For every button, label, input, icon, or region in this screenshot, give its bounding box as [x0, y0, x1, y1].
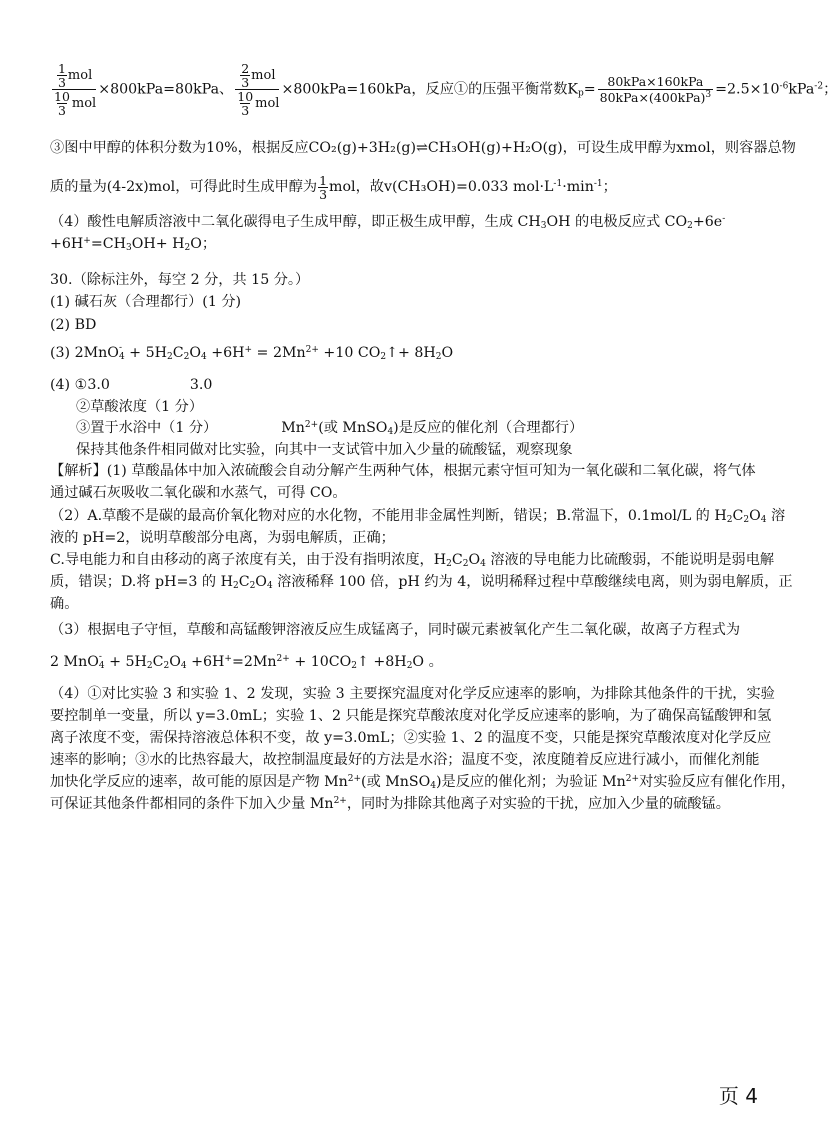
analysis-line: （3）根据电子守恒，草酸和高锰酸钾溶液反应生成锰离子，同时碳元素被氧化产生二氧化碳，故离子方程式为 [50, 622, 741, 638]
text-line: $+6H^+=CH_3OH+ H_2O$； [50, 236, 217, 253]
text-line: ③图中甲醇的体积分数为10%，根据反应CO₂(g)+3H₂(g)⇌CH₃OH(g)+H₂O(g)，可设生成甲醇为xmol，则容器总物 [50, 140, 796, 156]
fraction-one-third: $\frac{1}{3}$ [319, 172, 328, 202]
question-30-title: 30.（除标注外，每空 2 分，共 15 分。） [50, 272, 310, 288]
fraction-kp: $\frac{\text{80kPa×160kPa}}{80kPa\times(400kPa)^3}$ [599, 74, 712, 105]
analysis-line: 确。 [50, 596, 79, 612]
analysis-line: （4）①对比实验 3 和实验 1、2 发现，实验 3 主要探究温度对化学反应速率的影响，为排除其他条件的干扰，实验 [50, 686, 775, 702]
answer-2: (2) BD [50, 317, 97, 333]
answer-4-1: (4) ①3.0 3.0 [50, 377, 213, 393]
analysis-line: 【解析】(1) 草酸晶体中加入浓硫酸会自动分解产生两种气体，根据元素守恒可知为一氧化碳和二氧化碳，将气体 [50, 463, 756, 479]
analysis-line: C.导电能力和自由移动的离子浓度有关，由于没有指明浓度，$H_2C_2O_4$ 溶液的导电能力比硫酸弱，不能说明是弱电解 [50, 552, 775, 569]
equation-line-kp: $\frac{1}{3}$ mol $\frac{10}{3}$ mol ×800kPa=80kPa、 $\frac{2}{3}$ mol $\frac{10}{3}$ mol ×800kPa=160kPa，反应①的压强平衡常数$K_p=$ $\frac{\text{80kPa×160kPa}}{80kPa\times(400kPa)^3}$ $=2.5\times 10^{-6}kPa^{-2}$； [54, 61, 837, 118]
analysis-line: （2）A.草酸不是碳的最高价氧化物对应的水化物，不能用非金属性判断，错误；B.常温下，0.1mol/L 的 $H_2C_2O_4$ 溶 [50, 508, 786, 525]
analysis-line: 离子浓度不变，需保持溶液总体积不变，故 y=3.0mL；②实验 1、2 的温度不变，只能是探究草酸浓度对化学反应 [50, 730, 772, 746]
analysis-line: 液的 pH=2，说明草酸部分电离，为弱电解质，正确； [50, 530, 395, 546]
analysis-line: 可保证其他条件都相同的条件下加入少量 $Mn^{2+}$，同时为排除其他离子对实验的干扰，应加入少量的硫酸锰。 [50, 796, 730, 812]
analysis-line: 质，错误；D.将 pH=3 的 $H_2C_2O_4$ 溶液稀释 100 倍，pH 约为 4，说明稀释过程中草酸继续电离，则为弱电解质，正 [50, 574, 793, 591]
fraction-partial-pressure-2: $\frac{2}{3}$ mol $\frac{10}{3}$ mol [237, 61, 280, 118]
fraction-partial-pressure-1: $\frac{1}{3}$ mol $\frac{10}{3}$ mol [54, 61, 97, 118]
text-line: （4）酸性电解质溶液中二氧化碳得电子生成甲醇，即正极生成甲醇，生成 $CH_3OH$ 的电极反应式 $CO_2+6e^-$ [50, 214, 726, 231]
analysis-line: 通过碱石灰吸收二氧化碳和水蒸气，可得 CO。 [50, 485, 347, 501]
text-line: 质的量为(4-2x)mol，可得此时生成甲醇为 $\frac{1}{3}$ mol，故v(CH₃OH)=0.033 $mol\cdot L^{-1}\cdot\min^{-1}$； [50, 172, 617, 202]
answer-3-equation: (3) 2MnO - 4 + $5H_2C_2O_4 +6H^+ = 2Mn^{2+} +10$ $CO_2↑+ 8H_2O$ [50, 343, 454, 362]
answer-4-4: 保持其他条件相同做对比实验，向其中一支试管中加入少量的硫酸锰，观察现象 [76, 442, 573, 458]
page-number: 页 4 [718, 1084, 758, 1108]
answer-1: (1) 碱石灰（合理都行）(1 分) [50, 294, 242, 310]
answer-4-2: ②草酸浓度（1 分） [76, 399, 204, 415]
analysis-line: 要控制单一变量，所以 y=3.0mL；实验 1、2 只能是探究草酸浓度对化学反应速率的影响，为了确保高锰酸钾和氢 [50, 708, 772, 724]
analysis-line: 加快化学反应的速率，故可能的原因是产物 $Mn^{2+}$(或 MnSO$_4$)是反应的催化剂；为验证 $Mn^{2+}$对实验反应有催化作用， [50, 774, 796, 791]
analysis-equation: 2 MnO - 4 + $5H_2C_2O_4 +6H^+=2Mn^{2+}$ + $10CO_2↑ +8H_2O$ 。 [50, 652, 443, 671]
answer-4-3: ③置于水浴中（1 分） $Mn^{2+}$(或 MnSO$_4$)是反应的催化剂（合理都行） [76, 420, 584, 437]
analysis-line: 速率的影响；③水的比热容最大，故控制温度最好的方法是水浴；温度不变，浓度随着反应进行减小，而催化剂能 [50, 752, 760, 768]
